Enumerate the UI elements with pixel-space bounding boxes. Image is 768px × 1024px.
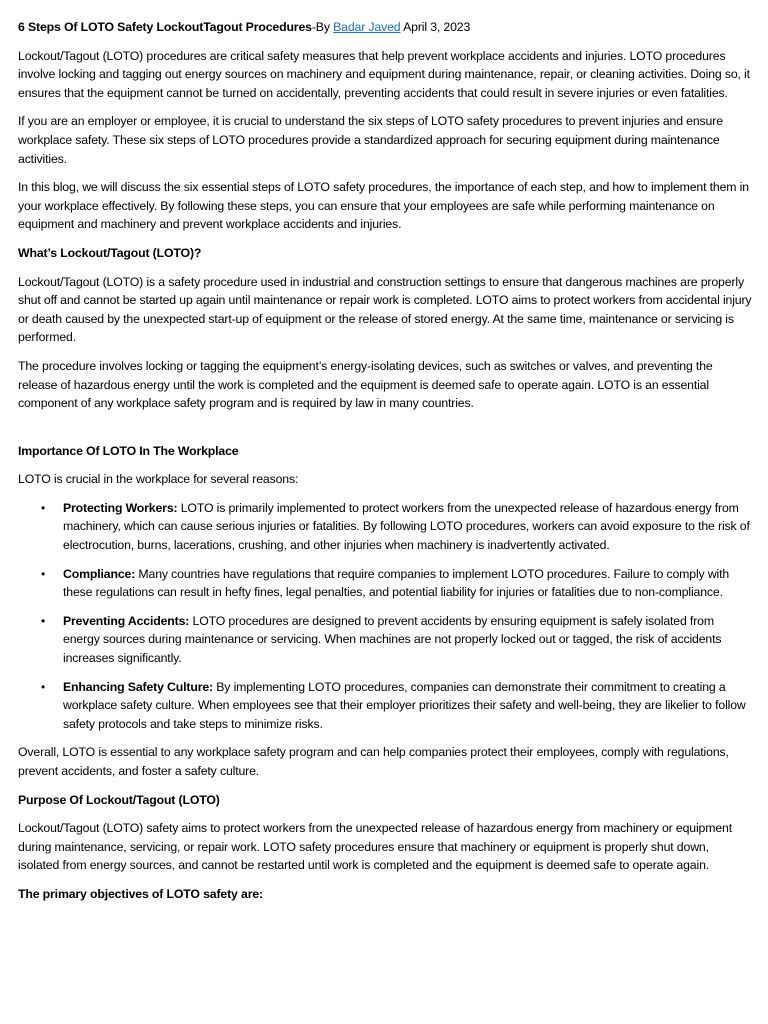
document-page (18, 18, 752, 914)
bullet-icon: • (41, 613, 46, 628)
list-item-term: Compliance: (63, 566, 136, 581)
list-item (41, 612, 752, 668)
importance-heading: Importance Of LOTO In The Workplace (18, 443, 239, 458)
bullet-icon: • (41, 679, 46, 694)
publish-date: April 3, 2023 (400, 20, 471, 34)
list-item-text: LOTO is primarily implemented to protect workers from the unexpected release of hazardous energy from machinery, which can cause serious injuries or fatalities. By following LOTO procedures, workers can avoid exposure to the risk of electrocution, burns, lacerations, crushing, and other injuries when machinery is inadvertently activated. (63, 500, 750, 553)
purpose-paragraph: Lockout/Tagout (LOTO) safety aims to protect workers from the unexpected release of hazardous energy from machinery or equipment during maintenance, servicing, or repair work. LOTO safety procedures ensure that machinery or equipment is properly shut down, isolated from energy sources, and cannot be restarted until work is completed and the equipment is deemed safe to operate again. (18, 821, 732, 873)
article-header (18, 18, 752, 37)
intro-paragraph-1: Lockout/Tagout (LOTO) procedures are critical safety measures that help prevent workplace accidents and injuries. LOTO procedures involve locking and tagging out energy sources on machinery and equipment during maintenance, repair, or cleaning activities. Doing so, it ensures that the equipment cannot be turned on accidentally, preventing accidents that could result in severe injuries or even fatalities. (18, 48, 750, 100)
intro-paragraph-2: If you are an employer or employee, it is crucial to understand the six steps of LOTO safety procedures to prevent injuries and ensure workplace safety. These six steps of LOTO procedures provide a standardized approach for securing equipment during maintenance activities. (18, 114, 723, 166)
list-item (41, 678, 752, 734)
list-item-text: By implementing LOTO procedures, companies can demonstrate their commitment to creating a workplace safety culture. When employees see that their employer prioritizes their safety and well-being, they are likelier to follow safety protocols and take steps to minimize risks. (63, 679, 746, 731)
intro-paragraph-3: In this blog, we will discuss the six essential steps of LOTO safety procedures, the importance of each step, and how to implement them in your workplace effectively. By following these steps, you can ensure that your employees are safe while performing maintenance on equipment and machinery and prevent workplace accidents and injuries. (18, 180, 749, 232)
list-item-text: LOTO procedures are designed to prevent accidents by ensuring equipment is safely isolated from energy sources during maintenance or servicing. When machines are not properly locked out or tagged, the risk of accidents increases significantly. (63, 613, 722, 666)
importance-list (18, 499, 752, 734)
importance-conclusion: Overall, LOTO is essential to any workplace safety program and can help companies protect their employees, comply with regulations, prevent accidents, and foster a safety culture. (18, 745, 729, 778)
author-link[interactable]: Badar Javed (333, 20, 401, 34)
purpose-heading: Purpose Of Lockout/Tagout (LOTO) (18, 792, 220, 807)
list-item-text: Many countries have regulations that require companies to implement LOTO procedures. Failure to comply with these regulations can result in hefty fines, legal penalties, and potential liability for injuries or fatalities due to non-compliance. (63, 566, 730, 600)
what-is-loto-paragraph-1: Lockout/Tagout (LOTO) is a safety procedure used in industrial and construction settings to ensure that dangerous machines are properly shut off and cannot be started up again until maintenance or repair work is completed. LOTO aims to protect workers from accidental injury or death caused by the unexpected start-up of equipment or the release of stored energy. At the same time, maintenance or servicing is performed. (18, 274, 752, 345)
objectives-heading: The primary objectives of LOTO safety are: (18, 886, 263, 901)
list-item (41, 565, 752, 602)
article-title: 6 Steps Of LOTO Safety LockoutTagout Procedures (18, 20, 312, 34)
list-item-term: Preventing Accidents: (63, 613, 190, 628)
bullet-icon: • (41, 566, 46, 581)
list-item-term: Protecting Workers: (63, 500, 178, 515)
bullet-icon: • (41, 500, 46, 515)
list-item-term: Enhancing Safety Culture: (63, 679, 213, 694)
what-is-loto-heading: What’s Lockout/Tagout (LOTO)? (18, 245, 202, 260)
what-is-loto-paragraph-2: The procedure involves locking or tagging the equipment’s energy-isolating devices, such as switches or valves, and preventing the release of hazardous energy until the work is completed and the equipment is deemed safe to operate again. LOTO is an essential component of any workplace safety program and is required by law in many countries. (18, 358, 713, 411)
importance-intro: LOTO is crucial in the workplace for several reasons: (18, 472, 299, 487)
list-item (41, 499, 752, 555)
by-prefix: -By (311, 20, 334, 34)
spacer (18, 423, 752, 442)
